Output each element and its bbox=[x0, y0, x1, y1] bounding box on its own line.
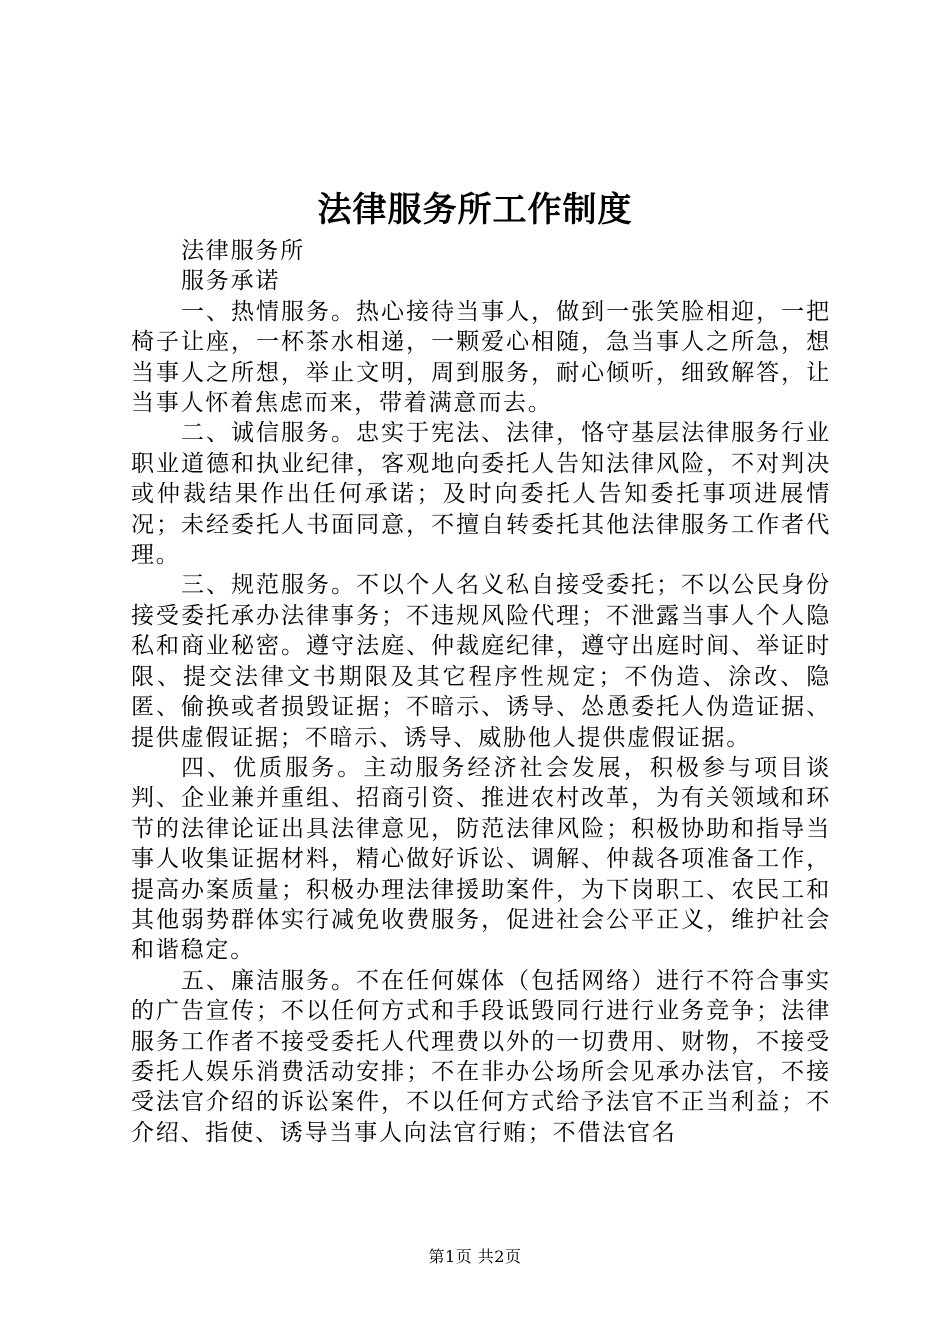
paragraph-quality-service: 四、优质服务。主动服务经济社会发展，积极参与项目谈判、企业兼并重组、招商引资、推进农村改革，为有关领域和环节的法律论证出具法律意见，防范法律风险；积极协助和指导当事人收集证据材料，精心做好诉讼、调解、仲裁各项准备工作，提高办案质量；积极办理法律援助案件，为下岗职工、农民工和其他弱势群体实行减免收费服务，促进社会公平正义，维护社会和谐稳定。 bbox=[131, 754, 831, 964]
subheading-office: 法律服务所 bbox=[181, 238, 305, 264]
paragraph-standard-service: 三、规范服务。不以个人名义私自接受委托；不以公民身份接受委托承办法律事务；不违规风险代理；不泄露当事人个人隐私和商业秘密。遵守法庭、仲裁庭纪律，遵守出庭时间、举证时限、提交法律文书期限及其它程序性规定；不伪造、涂改、隐匿、偷换或者损毁证据；不暗示、诱导、怂恿委托人伪造证据、提供虚假证据；不暗示、诱导、威胁他人提供虚假证据。 bbox=[131, 572, 831, 751]
page-footer: 第1页 共2页 bbox=[428, 1247, 522, 1266]
paragraph-warm-service: 一、热情服务。热心接待当事人，做到一张笑脸相迎，一把椅子让座，一杯茶水相递，一颗爱心相随，急当事人之所急，想当事人之所想，举止文明，周到服务，耐心倾听，细致解答，让当事人怀着焦虑而来，带着满意而去。 bbox=[131, 298, 831, 417]
paragraph-clean-service: 五、廉洁服务。不在任何媒体（包括网络）进行不符合事实的广告宣传；不以任何方式和手段诋毁同行进行业务竞争；法律服务工作者不接受委托人代理费以外的一切费用、财物，不接受委托人娱乐消费活动安排；不在非办公场所会见承办法官，不接受法官介绍的诉讼案件，不以任何方式给予法官不正当利益；不介绍、指使、诱导当事人向法官行贿；不借法官名 bbox=[131, 967, 831, 1146]
paragraph-honest-service: 二、诚信服务。忠实于宪法、法律，恪守基层法律服务行业职业道德和执业纪律，客观地向委托人告知法律风险，不对判决或仲裁结果作出任何承诺；及时向委托人告知委托事项进展情况；未经委托人书面同意，不擅自转委托其他法律服务工作者代理。 bbox=[131, 420, 831, 569]
page-title: 法律服务所工作制度 bbox=[317, 190, 633, 230]
subheading-commitment: 服务承诺 bbox=[181, 268, 281, 295]
document-body bbox=[131, 236, 831, 1148]
